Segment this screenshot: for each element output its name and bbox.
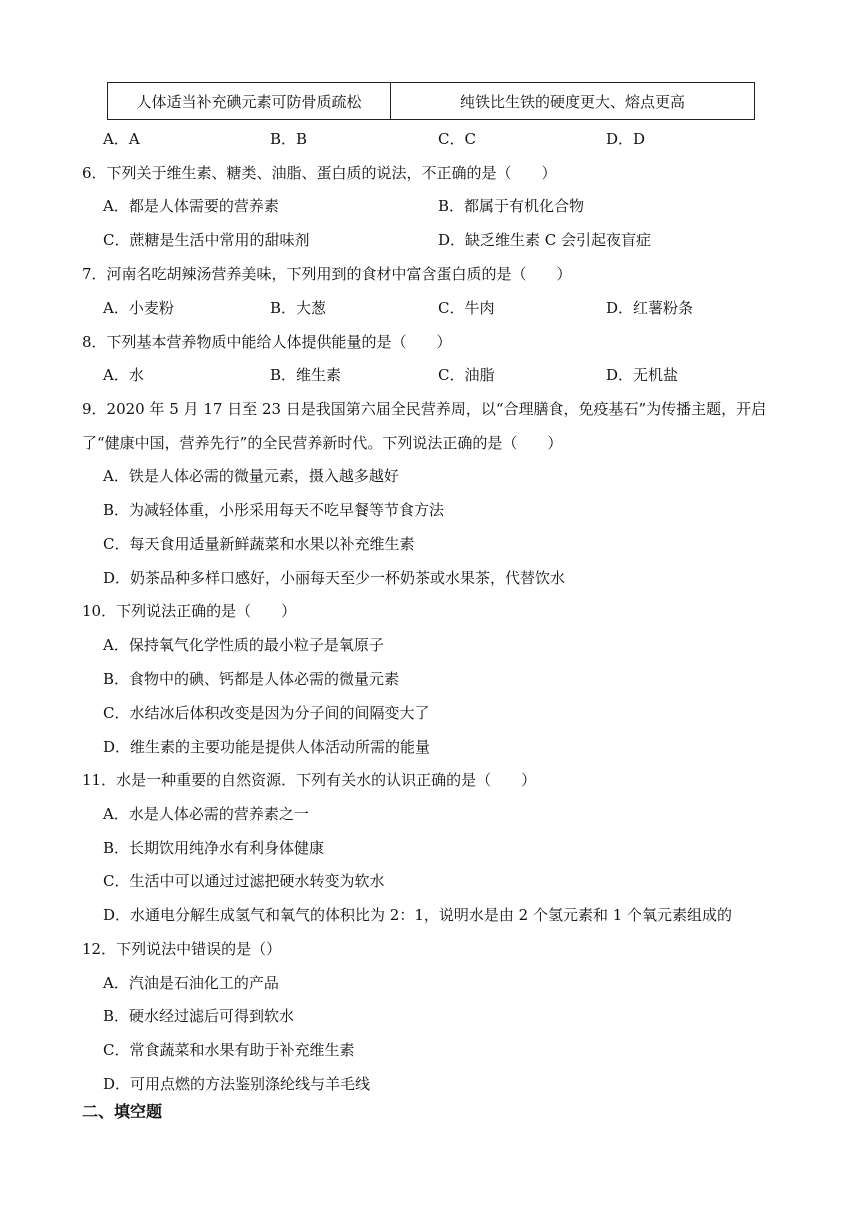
q10-option-d: D．维生素的主要功能是提供人体活动所需的能量 xyxy=(103,738,431,756)
q6-stem: 6．下列关于维生素、糖类、油脂、蛋白质的说法，不正确的是（ ） xyxy=(82,164,557,182)
q5-option-d: D．D xyxy=(606,130,646,148)
q12-option-d: D．可用点燃的方法鉴别涤纶线与羊毛线 xyxy=(103,1075,371,1093)
q7-stem: 7．河南名吃胡辣汤营养美味，下列用到的食材中富含蛋白质的是（ ） xyxy=(82,265,572,283)
q5-option-c: C．C xyxy=(438,130,476,148)
q5-options xyxy=(0,129,860,149)
q9-stem-line2: 了“健康中国，营养先行”的全民营养新时代。下列说法正确的是（ ） xyxy=(82,434,563,452)
q8-option-c: C．油脂 xyxy=(438,366,495,384)
q7-options xyxy=(0,298,860,318)
q7-option-b: B．大葱 xyxy=(270,299,327,317)
q10-option-b: B．食物中的碘、钙都是人体必需的微量元素 xyxy=(103,670,400,688)
q9-option-c: C．每天食用适量新鲜蔬菜和水果以补充维生素 xyxy=(103,535,415,553)
table-cell-right: 纯铁比生铁的硬度更大、熔点更高 xyxy=(391,83,755,120)
q6-option-c: C．蔗糖是生活中常用的甜味剂 xyxy=(103,231,310,249)
answer-table xyxy=(107,82,755,120)
q8-stem: 8．下列基本营养物质中能给人体提供能量的是（ ） xyxy=(82,333,452,351)
q12-stem: 12．下列说法中错误的是（） xyxy=(82,940,282,958)
q11-option-c: C．生活中可以通过过滤把硬水转变为软水 xyxy=(103,872,385,890)
q6-option-a: A．都是人体需要的营养素 xyxy=(103,197,279,215)
q8-option-d: D．无机盐 xyxy=(606,366,679,384)
q6-options-row1 xyxy=(0,196,860,216)
q11-stem: 11．水是一种重要的自然资源．下列有关水的认识正确的是（ ） xyxy=(82,771,537,789)
q11-option-b: B．长期饮用纯净水有利身体健康 xyxy=(103,839,325,857)
q7-option-a: A．小麦粉 xyxy=(103,299,174,317)
q10-stem: 10．下列说法正确的是（ ） xyxy=(82,602,297,620)
q6-option-b: B．都属于有机化合物 xyxy=(438,197,585,215)
q9-option-a: A．铁是人体必需的微量元素，摄入越多越好 xyxy=(103,467,399,485)
q8-options xyxy=(0,365,860,385)
q8-option-a: A．水 xyxy=(103,366,144,384)
q10-option-c: C．水结冰后体积改变是因为分子间的间隔变大了 xyxy=(103,704,430,722)
table-cell-left: 人体适当补充碘元素可防骨质疏松 xyxy=(108,83,391,120)
q8-option-b: B．维生素 xyxy=(270,366,342,384)
q7-option-d: D．红薯粉条 xyxy=(606,299,694,317)
q12-option-c: C．常食蔬菜和水果有助于补充维生素 xyxy=(103,1041,355,1059)
q9-option-d: D．奶茶品种多样口感好，小丽每天至少一杯奶茶或水果茶，代替饮水 xyxy=(103,569,566,587)
q11-option-d: D．水通电分解生成氢气和氧气的体积比为 2：1，说明水是由 2 个氢元素和 1 个氧元素组成的 xyxy=(103,906,733,924)
q12-option-b: B．硬水经过滤后可得到软水 xyxy=(103,1007,295,1025)
q11-option-a: A．水是人体必需的营养素之一 xyxy=(103,805,309,823)
table-row xyxy=(108,83,755,120)
q6-options-row2 xyxy=(0,230,860,250)
q9-option-b: B．为减轻体重，小彤采用每天不吃早餐等节食方法 xyxy=(103,501,445,519)
q9-stem-line1: 9．2020 年 5 月 17 日至 23 日是我国第六届全民营养周，以“合理膳食，免疫基石”为传播主题，开启 xyxy=(82,400,767,418)
q10-option-a: A．保持氧气化学性质的最小粒子是氧原子 xyxy=(103,636,384,654)
q5-option-a: A．A xyxy=(103,130,140,148)
q12-option-a: A．汽油是石油化工的产品 xyxy=(103,974,279,992)
section-title: 二、填空题 xyxy=(82,1102,163,1121)
q7-option-c: C．牛肉 xyxy=(438,299,495,317)
q6-option-d: D．缺乏维生素 C 会引起夜盲症 xyxy=(438,231,652,249)
q5-option-b: B．B xyxy=(270,130,308,148)
